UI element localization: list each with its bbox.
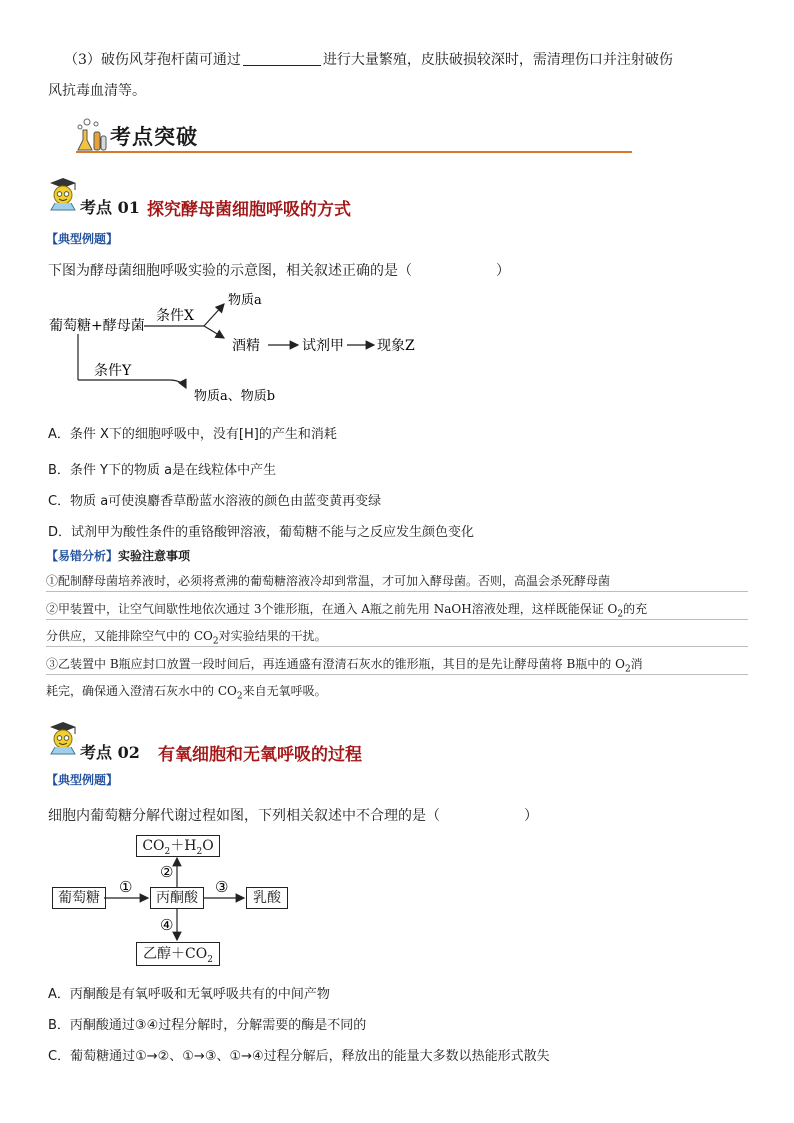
section-underline [76,151,632,153]
co2-text: CO [142,838,165,854]
kd1-note-2b [46,627,327,646]
kd1-note-2b-sub: 2 [212,636,219,647]
kd1-arrow-to-ab [78,380,186,388]
kd1-matter-ab: 物质a、物质b [194,389,276,404]
kd2-step-4: ④ [160,916,174,934]
kd2-option-a[interactable]: A．丙酮酸是有氧呼吸和无氧呼吸共有的中间产物 [48,987,330,1002]
kd1-note-3a-end: 消 [630,657,643,671]
kd2-step-1: ① [119,878,133,896]
note-divider-2 [46,619,748,620]
kd1-note-3a-text: ③乙装置中 B瓶应封口放置一段时间后，再连通盛有澄清石灰水的锥形瓶，其目的是先让酵母菌将 B瓶中的 O [46,657,625,671]
kd1-start-label: 葡萄糖+酵母菌 [49,318,145,334]
kd1-note-2a-sub: 2 [617,609,624,620]
kd2-option-c[interactable]: C．葡萄糖通过①→②、①→③、①→④过程分解后，释放出的能量大多数以热能形式散失 [48,1049,550,1064]
intro-text-before: （3）破伤风芽孢杆菌可通过 [64,52,241,68]
kd1-note-2a-text: ②甲装置中，让空气间歇性地依次通过 3个锥形瓶，在通入 A瓶之前先用 NaOH溶液处理，这样既能保证 O [46,602,618,616]
kd1-diagram [44,288,444,412]
kd1-option-a[interactable]: A．条件 X下的细胞呼吸中，没有[H]的产生和消耗 [48,427,337,442]
scholar-icon [46,176,80,218]
kd1-reagent: 试剂甲 [302,338,344,354]
intro-line-1 [64,49,673,69]
ethanol-text: 乙醇＋CO [143,946,208,962]
kd1-note-3b-end: 来自无氧呼吸。 [242,684,327,698]
note-divider-3 [46,646,748,647]
kd2-step-2: ② [160,863,174,881]
intro-line-2: 风抗毒血清等。 [48,83,146,99]
kd2-step-3: ③ [215,878,229,896]
kd1-option-b[interactable]: B．条件 Y下的物质 a是在线粒体中产生 [48,463,277,478]
kd1-question: 下图为酵母菌细胞呼吸实验的示意图，相关叙述正确的是（ ） [48,263,510,279]
h2o-sub: 2 [196,846,203,857]
kd2-box-ethanol-co2 [136,942,220,966]
kd1-note-3b-sub: 2 [236,691,243,702]
kd2-question: 细胞内葡萄糖分解代谢过程如图，下列相关叙述中不合理的是（ ） [48,808,538,824]
answer-blank[interactable] [243,51,321,66]
kd1-note-3a-sub: 2 [624,664,631,675]
kd2-diagram [44,830,304,970]
kd1-note-2b-end: 对实验结果的干扰。 [218,629,327,643]
kd2-number: 考点 02 [80,743,140,762]
note-divider-1 [46,591,748,592]
kd1-analysis-heading [46,545,190,564]
kd1-note-2a [46,600,647,619]
kd1-phenomenon: 现象Z [377,338,415,354]
kd1-arrow-to-alcohol [204,326,224,338]
h2o-end: O [202,838,214,854]
section-header [76,118,632,154]
scholar-icon [46,720,80,762]
kd1-note-3b-text: 耗完，确保通入澄清石灰水中的 CO [46,684,237,698]
kd1-example-tag: 【典型例题】 [46,232,119,246]
kd1-note-1: ①配制酵母菌培养液时，必须将煮沸的葡萄糖溶液冷却到常温，才可加入酵母菌。否则，高温会杀死酵母菌 [46,574,611,588]
kd1-note-3a [46,655,643,674]
kd1-note-2a-end: 的充 [623,602,648,616]
kd1-option-c[interactable]: C．物质 a可使溴麝香草酚蓝水溶液的颜色由蓝变黄再变绿 [48,494,382,509]
kd2-box-co2-h2o [136,835,220,857]
kd2-option-b[interactable]: B．丙酮酸通过③④过程分解时，分解需要的酶是不同的 [48,1018,367,1033]
kd1-alcohol: 酒精 [232,338,260,354]
kd1-condy-label: 条件Y [94,363,132,379]
kd2-box-lactic: 乳酸 [246,887,288,909]
kd1-title: 探究酵母菌细胞呼吸的方式 [147,200,351,220]
kd2-box-pyruvate: 丙酮酸 [150,887,204,909]
note-divider-4 [46,674,748,675]
ethanol-sub: 2 [207,954,213,965]
section-title: 考点突破 [110,124,198,149]
kd1-condx-label: 条件X [156,308,194,324]
kd1-note-2b-text: 分供应，又能排除空气中的 CO [46,629,213,643]
co2-sub: 2 [164,846,171,857]
intro-text-after: 进行大量繁殖，皮肤破损较深时，需清理伤口并注射破伤 [322,52,673,68]
kd2-example-tag: 【典型例题】 [46,773,119,787]
kd1-option-d[interactable]: D．试剂甲为酸性条件的重铬酸钾溶液，葡萄糖不能与之反应发生颜色变化 [48,525,475,540]
kd1-analysis-title: 实验注意事项 [118,549,191,563]
kd1-arrow-to-a [204,304,224,326]
kd2-box-glucose: 葡萄糖 [52,887,106,909]
h2o-text: ＋H [170,838,197,854]
kd1-matter-a: 物质a [228,293,262,308]
kd1-analysis-tag: 【易错分析】 [46,549,119,563]
kd1-number: 考点 01 [80,198,140,217]
kd1-note-3b [46,682,327,701]
kd2-title: 有氧细胞和无氧呼吸的过程 [158,745,362,765]
